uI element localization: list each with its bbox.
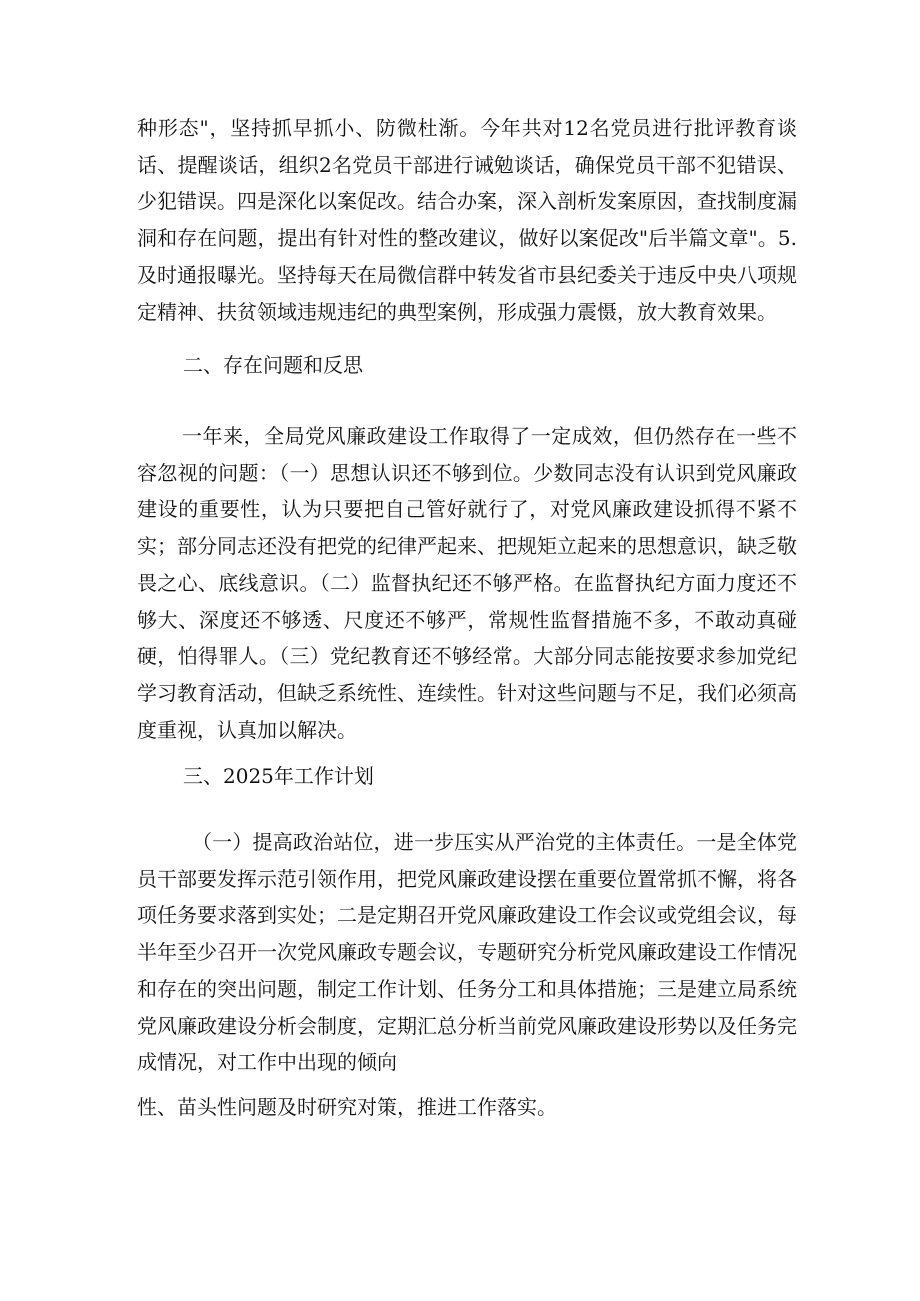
paragraph-problems: 一年来，全局党风廉政建设工作取得了一定成效，但仍然存在一些不容忽视的问题：（一）思想认识还不够到位。少数同志没有认识到党风廉政建设的重要性，认为只要把自己管好就行了，对党风廉政建设抓得不紧不实；部分同志还没有把党的纪律严起来、把规矩立起来的思想意识，缺乏敬畏之心、底线意识。（二）监督执纪还不够严格。在监督执纪方面力度还不够大、深度还不够透、尺度还不够严，常规性监督措施不多，不敢动真碰硬，怕得罪人。（三）党纪教育还不够经常。大部分同志能按要求参加党纪学习教育活动，但缺乏系统性、连续性。针对这些问题与不足，我们必须高度重视，认真加以解决。 bbox=[137, 424, 797, 742]
paragraph-work-plan: （一）提高政治站位，进一步压实从严治党的主体责任。一是全体党员干部要发挥示范引领作用，把党风廉政建设摆在重要位置常抓不懈，将各项任务要求落到实处；二是定期召开党风廉政建设工作会议或党组会议，每半年至少召开一次党风廉政专题会议，专题研究分析党风廉政建设工作情况和存在的突出问题，制定工作计划、任务分工和具体措施；三是建立局系统党风廉政建设分析会制度，定期汇总分析当前党风廉政建设形势以及任务完成情况，对工作中出现的倾向 bbox=[137, 830, 797, 1075]
section-heading-problems: 二、存在问题和反思 bbox=[183, 353, 363, 377]
section-heading-work-plan: 三、2025年工作计划 bbox=[183, 764, 374, 788]
paragraph-work-plan-continued: 性、苗头性问题及时研究对策，推进工作落实。 bbox=[137, 1095, 557, 1119]
paragraph-discipline-measures: 种形态"，坚持抓早抓小、防微杜渐。今年共对12名党员进行批评教育谈话、提醒谈话，组织2名党员干部进行诫勉谈话，确保党员干部不犯错误、少犯错误。四是深化以案促改。结合办案，深入剖析发案原因，查找制度漏洞和存在问题，提出有针对性的整改建议，做好以案促改"后半篇文章"。5.及时通报曝光。坚持每天在局微信群中转发省市县纪委关于违反中央八项规定精神、扶贫领域违规违纪的典型案例，形成强力震慑，放大教育效果。 bbox=[137, 116, 797, 324]
